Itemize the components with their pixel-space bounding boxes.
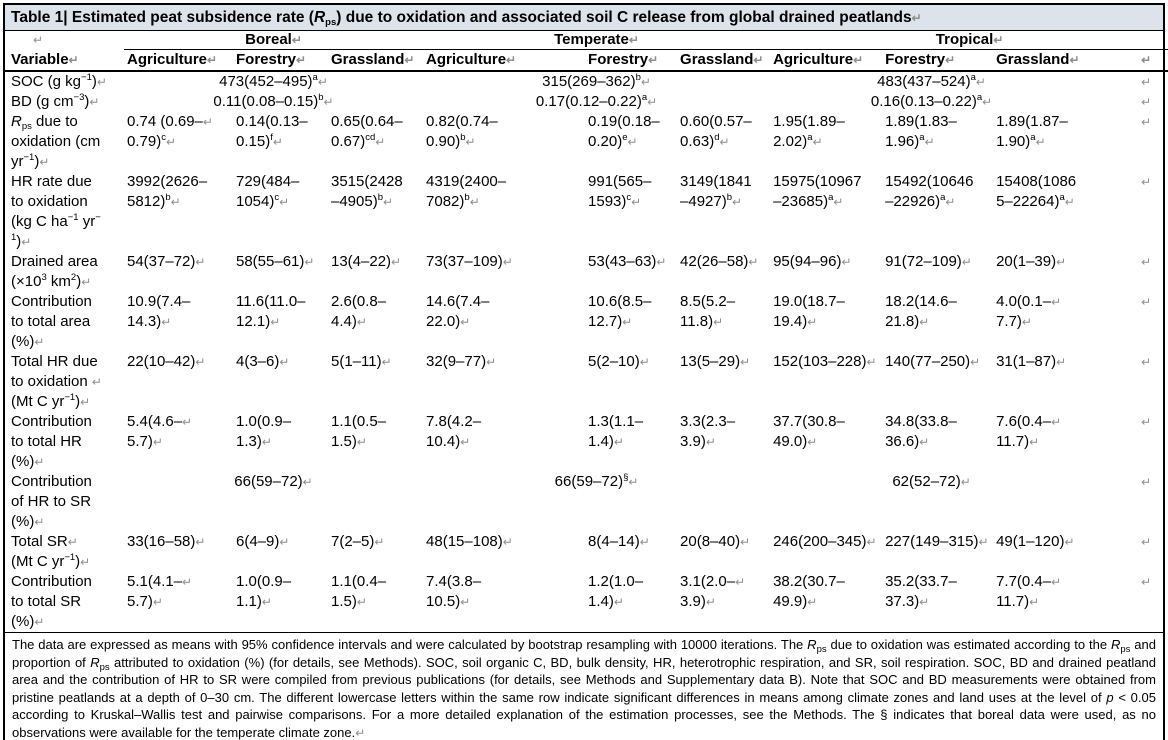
row-end-marker [1093, 292, 1168, 352]
column-header: Forestry↵ [585, 50, 677, 72]
value-cell: 8.5(5.2– 11.8)↵ [680, 293, 736, 330]
value-cell: 95(94–96)↵ [773, 253, 852, 270]
return-mark-icon: ↵ [152, 435, 163, 449]
return-mark-icon: ↵ [39, 155, 50, 169]
value-cell: 1.89(1.87– 1.90)$^a$↵ [996, 113, 1068, 150]
return-mark-icon: ↵ [21, 235, 32, 249]
value-cell: 4(3–6)↵ [236, 353, 290, 370]
return-mark-icon: ↵ [753, 53, 764, 67]
return-mark-icon: ↵ [919, 435, 930, 449]
column-header: Grassland↵ [993, 50, 1093, 72]
merged-value-cell: 66(59–72)↵ [234, 473, 313, 490]
return-mark-icon: ↵ [1141, 53, 1152, 67]
value-cell: 5(1–11)↵ [331, 353, 392, 370]
return-mark-icon: ↵ [80, 555, 91, 569]
return-mark-icon: ↵ [1064, 535, 1075, 549]
table-frame [3, 3, 1165, 740]
table-row-total-sr [5, 532, 1168, 572]
table-row-bd [5, 92, 1168, 112]
table-title: Table 1| Estimated peat subsidence rate $(R_{ps})$ due to oxidation and associated soil C release from global drained peatlands↵ [5, 5, 1163, 31]
return-mark-icon: ↵ [279, 195, 290, 209]
value-cell: 38.2(30.7– 49.9)↵ [773, 573, 845, 610]
return-mark-icon: ↵ [1141, 575, 1152, 589]
column-header: Forestry↵ [882, 50, 993, 72]
return-mark-icon: ↵ [34, 515, 45, 529]
row-end-marker [1093, 92, 1168, 112]
return-mark-icon: ↵ [807, 595, 818, 609]
return-mark-icon: ↵ [355, 725, 366, 740]
value-cell: 19.0(18.7– 19.4)↵ [773, 293, 845, 330]
row-end-marker [1093, 50, 1168, 72]
value-cell: 140(77–250)↵ [885, 353, 981, 370]
value-cell: 152(103–228)↵ [773, 353, 877, 370]
value-cell: 18.2(14.6– 21.8)↵ [885, 293, 957, 330]
return-mark-icon: ↵ [1141, 475, 1152, 489]
return-mark-icon: ↵ [261, 595, 272, 609]
return-mark-icon: ↵ [170, 195, 181, 209]
value-cell: 53(43–63)↵ [588, 253, 667, 270]
return-mark-icon: ↵ [317, 75, 328, 89]
return-mark-icon: ↵ [866, 535, 877, 549]
return-mark-icon: ↵ [272, 135, 283, 149]
return-mark-icon: ↵ [68, 52, 79, 67]
value-cell: 31(1–87)↵ [996, 353, 1067, 370]
return-mark-icon: ↵ [1141, 535, 1152, 549]
value-cell: 3.1(2.0–↵ 3.9)↵ [680, 573, 746, 610]
merged-value-cell: $483(437-524)^a↵$ [877, 72, 986, 90]
value-cell: 5.4(4.6–↵ 5.7)↵ [127, 413, 193, 450]
return-mark-icon: ↵ [34, 615, 45, 629]
table-row-rps-due-to-oxidation [5, 112, 1168, 172]
return-mark-icon: ↵ [945, 53, 956, 67]
value-cell: 49(1–120)↵ [996, 533, 1075, 550]
return-mark-icon: ↵ [502, 535, 513, 549]
return-mark-icon: ↵ [735, 575, 746, 589]
value-cell: 22(10–42)↵ [127, 353, 206, 370]
value-cell: 73(37–109)↵ [426, 253, 513, 270]
value-cell: 7(2–5)↵ [331, 533, 385, 550]
value-cell: 1.95(1.89– 2.02)$^a$↵ [773, 113, 845, 150]
return-mark-icon: ↵ [304, 255, 315, 269]
table-row-contribution-to-total-area [5, 292, 1168, 352]
return-mark-icon: ↵ [67, 535, 78, 549]
value-cell: 10.6(8.5– 12.7)↵ [588, 293, 652, 330]
return-mark-icon: ↵ [924, 135, 935, 149]
return-mark-icon: ↵ [381, 355, 392, 369]
return-mark-icon: ↵ [812, 135, 823, 149]
return-mark-icon: ↵ [1141, 295, 1152, 309]
return-mark-icon: ↵ [356, 435, 367, 449]
row-end-marker [1093, 352, 1168, 412]
return-mark-icon: ↵ [506, 53, 517, 67]
table-row-contribution-to-total-hr [5, 412, 1168, 472]
return-mark-icon: ↵ [740, 535, 751, 549]
column-header: Agriculture↵ [423, 50, 585, 72]
row-end-marker [1093, 172, 1168, 252]
table-footnote: The data are expressed as means with 95% confidence intervals and were calculated by bootstrap resampling with 10000 iterations. The $R_{ps}$ due to oxidation was estimated according to the $R_{ps}$ and proportion of $R_{ps}$ attributed to oxidation (%) (for details, see Methods). SOC, soil organic C, BD, bulk density, HR, heterotrophic respiration, and SR, soil respiration. SOC, BD and drained peatland area and the contribution of HR to SR were compiled from previous publications (for details, see Methods and Supplementary data B). Note that SOC and BD measurements were obtained from pristine peatlands at a depth of 0–30 cm. The different lowercase letters within the same row indicate significant differences in means among climate zones and land uses at the level of p < 0.05 according to Kruskal–Wallis test and pairwise comparisons. For a more detailed explanation of the estimation processes, see the Methods. The § indicates that boreal data were used, as no observations were available for the temperate climate zone.↵ [5, 632, 1163, 740]
row-label: $R_{ps}$ due to oxidation (cm $yr^{-1})↵$ [11, 113, 101, 170]
return-mark-icon: ↵ [91, 375, 102, 389]
value-cell: 246(200–345)↵ [773, 533, 877, 550]
return-mark-icon: ↵ [639, 355, 650, 369]
row-label: Total SR↵ (Mt C $yr^{-1})↵$ [11, 533, 91, 570]
value-cell: 1.1(0.5– 1.5)↵ [331, 413, 387, 450]
row-label: SOC (g $kg^{-1})↵$ [11, 72, 107, 90]
value-cell: 54(37–72)↵ [127, 253, 206, 270]
return-mark-icon: ↵ [1069, 53, 1080, 67]
return-mark-icon: ↵ [374, 535, 385, 549]
value-cell: 13(4–22)↵ [331, 253, 402, 270]
value-cell: 35.2(33.7– 37.3)↵ [885, 573, 957, 610]
value-cell: 3992(2626– 5812)$^b$↵ [127, 173, 208, 210]
return-mark-icon: ↵ [807, 435, 818, 449]
return-mark-icon: ↵ [195, 255, 206, 269]
return-mark-icon: ↵ [945, 195, 956, 209]
value-cell: 227(149–315)↵ [885, 533, 989, 550]
return-mark-icon: ↵ [1029, 435, 1040, 449]
return-mark-icon: ↵ [1051, 575, 1062, 589]
return-mark-icon: ↵ [613, 435, 624, 449]
value-cell: 1.3(1.1– 1.4)↵ [588, 413, 644, 450]
return-mark-icon: ↵ [841, 255, 852, 269]
value-cell: 42(26–58)↵ [680, 253, 759, 270]
peat-subsidence-table [5, 31, 1168, 632]
value-cell: 48(15–108)↵ [426, 533, 513, 550]
value-cell: 4.0(0.1–↵ 7.7)↵ [996, 293, 1062, 330]
value-cell: 15975(10967 –23685)$^a$↵ [773, 173, 862, 210]
value-cell: 33(16–58)↵ [127, 533, 206, 550]
value-cell: 11.6(11.0– 12.1)↵ [236, 293, 306, 330]
return-mark-icon: ↵ [33, 33, 44, 47]
row-label: Contribution to total SR (%)↵ [11, 573, 92, 630]
return-mark-icon: ↵ [919, 315, 930, 329]
value-cell: 0.60(0.57– 0.63)$^d$↵ [680, 113, 752, 150]
return-mark-icon: ↵ [460, 595, 471, 609]
return-mark-icon: ↵ [713, 315, 724, 329]
return-mark-icon: ↵ [1056, 255, 1067, 269]
return-mark-icon: ↵ [628, 475, 639, 489]
return-mark-icon: ↵ [375, 135, 386, 149]
column-header: Forestry↵ [233, 50, 328, 72]
row-end-marker [1093, 71, 1168, 92]
return-mark-icon: ↵ [656, 255, 667, 269]
return-mark-icon: ↵ [460, 435, 471, 449]
return-mark-icon: ↵ [1064, 195, 1075, 209]
table-row-hr-rate-due-to-oxidation [5, 172, 1168, 252]
column-header: Grassland↵ [677, 50, 770, 72]
return-mark-icon: ↵ [404, 53, 415, 67]
return-mark-icon: ↵ [89, 95, 100, 109]
return-mark-icon: ↵ [705, 435, 716, 449]
return-mark-icon: ↵ [182, 415, 193, 429]
return-mark-icon: ↵ [1141, 75, 1152, 89]
return-mark-icon: ↵ [640, 75, 651, 89]
return-mark-icon: ↵ [1141, 255, 1152, 269]
return-mark-icon: ↵ [866, 355, 877, 369]
return-mark-icon: ↵ [978, 535, 989, 549]
return-mark-icon: ↵ [1051, 415, 1062, 429]
value-cell: 58(55–61)↵ [236, 253, 315, 270]
return-mark-icon: ↵ [182, 575, 193, 589]
corner-cell [5, 31, 124, 50]
column-header: Grassland↵ [328, 50, 423, 72]
return-mark-icon: ↵ [911, 11, 922, 25]
return-mark-icon: ↵ [732, 195, 743, 209]
zone-header-row [5, 31, 1168, 50]
return-mark-icon: ↵ [165, 135, 177, 149]
value-cell: 8(4–14)↵ [588, 533, 650, 550]
return-mark-icon: ↵ [622, 315, 633, 329]
row-end-marker [1093, 532, 1168, 572]
value-cell: 15408(1086 5–22264)$^a$↵ [996, 173, 1077, 210]
return-mark-icon: ↵ [1141, 175, 1152, 189]
value-cell: 1.1(0.4– 1.5)↵ [331, 573, 387, 610]
return-mark-icon: ↵ [486, 355, 497, 369]
return-mark-icon: ↵ [1021, 315, 1032, 329]
return-mark-icon: ↵ [719, 135, 730, 149]
return-mark-icon: ↵ [96, 75, 107, 89]
return-mark-icon: ↵ [356, 595, 367, 609]
table-row-contribution-to-total-sr [5, 572, 1168, 632]
merged-value-cell: $315(269-362)^b↵$ [542, 72, 651, 90]
return-mark-icon: ↵ [993, 33, 1004, 47]
return-mark-icon: ↵ [648, 53, 659, 67]
value-cell: 0.65(0.64– 0.67)$^{cd}$↵ [331, 113, 403, 150]
return-mark-icon: ↵ [161, 315, 172, 329]
zone-header-boreal: Boreal↵ [124, 31, 423, 50]
merged-value-cell: $0.17(0.12-0.22)^a↵$ [535, 92, 658, 110]
return-mark-icon: ↵ [853, 53, 864, 67]
return-mark-icon: ↵ [975, 75, 986, 89]
return-mark-icon: ↵ [1141, 95, 1152, 109]
value-cell: 1.0(0.9– 1.3)↵ [236, 413, 292, 450]
value-cell: 2.6(0.8– 4.4)↵ [331, 293, 387, 330]
return-mark-icon: ↵ [1035, 135, 1046, 149]
return-mark-icon: ↵ [628, 33, 639, 47]
value-cell: 0.14(0.13– 0.15)$^f$↵ [236, 113, 308, 150]
value-cell: 1.89(1.83– 1.96)$^a$↵ [885, 113, 957, 150]
value-cell: 7.8(4.2– 10.4)↵ [426, 413, 482, 450]
merged-value-cell: 62(52–72)↵ [892, 473, 971, 490]
row-label: HR rate due to oxidation (kg C $ha^{-1}$ yr− $^1$)↵ [11, 173, 101, 250]
zone-header-tropical: Tropical↵ [770, 31, 1168, 50]
return-mark-icon: ↵ [1141, 355, 1152, 369]
variable-header: Variable↵ [5, 50, 124, 72]
value-cell: 991(565– 1593)$^c$↵ [588, 173, 652, 210]
return-mark-icon: ↵ [270, 315, 281, 329]
return-mark-icon: ↵ [647, 95, 658, 109]
return-mark-icon: ↵ [195, 355, 206, 369]
merged-value-cell: 66(59–72)§↵ [554, 472, 639, 490]
return-mark-icon: ↵ [639, 535, 650, 549]
return-mark-icon: ↵ [1141, 115, 1152, 129]
table-row-soc [5, 71, 1168, 92]
return-mark-icon: ↵ [919, 595, 930, 609]
zone-header-temperate: Temperate↵ [423, 31, 770, 50]
return-mark-icon: ↵ [152, 595, 163, 609]
value-cell: 3.3(2.3– 3.9)↵ [680, 413, 736, 450]
value-cell: 20(8–40)↵ [680, 533, 751, 550]
value-cell: 1.0(0.9– 1.1)↵ [236, 573, 292, 610]
return-mark-icon: ↵ [296, 53, 307, 67]
merged-value-cell: $0.11(0.08-0.15)^b↵$ [213, 92, 334, 110]
value-cell: 7.7(0.4–↵ 11.7)↵ [996, 573, 1062, 610]
return-mark-icon: ↵ [740, 355, 751, 369]
return-mark-icon: ↵ [1141, 415, 1152, 429]
value-cell: 5.1(4.1–↵ 5.7)↵ [127, 573, 193, 610]
return-mark-icon: ↵ [356, 315, 367, 329]
table-row-total-hr-due-to-oxidation [5, 352, 1168, 412]
return-mark-icon: ↵ [383, 195, 394, 209]
return-mark-icon: ↵ [631, 195, 642, 209]
column-header-row [5, 50, 1168, 72]
row-label: BD (g $cm^{-3})↵$ [11, 92, 100, 110]
table-row-contribution-of-hr-to-sr [5, 472, 1168, 532]
return-mark-icon: ↵ [627, 135, 638, 149]
return-mark-icon: ↵ [807, 315, 818, 329]
return-mark-icon: ↵ [207, 53, 218, 67]
value-cell: 91(72–109)↵ [885, 253, 972, 270]
value-cell: 32(9–77)↵ [426, 353, 497, 370]
value-cell: 3149(1841 –4927)$^b$↵ [680, 173, 752, 210]
merged-value-cell: $0.16(0.13-0.22)^a↵$ [870, 92, 993, 110]
value-cell: 10.9(7.4– 14.3)↵ [127, 293, 191, 330]
row-end-marker [1093, 472, 1168, 532]
return-mark-icon: ↵ [748, 255, 759, 269]
return-mark-icon: ↵ [34, 335, 45, 349]
value-cell: 3515(2428 –4905)$^b$↵ [331, 173, 403, 210]
value-cell: 6(4–9)↵ [236, 533, 290, 550]
return-mark-icon: ↵ [391, 255, 402, 269]
return-mark-icon: ↵ [302, 475, 313, 489]
row-end-marker [1093, 412, 1168, 472]
value-cell: 20(1–39)↵ [996, 253, 1067, 270]
row-label: Contribution of HR to SR (%)↵ [11, 473, 92, 530]
value-cell: 0.82(0.74– 0.90)$^b$↵ [426, 113, 498, 150]
value-cell: 37.7(30.8– 49.0)↵ [773, 413, 845, 450]
column-header: Agriculture↵ [770, 50, 882, 72]
row-label: Contribution to total area (%)↵ [11, 293, 92, 350]
return-mark-icon: ↵ [261, 435, 272, 449]
return-mark-icon: ↵ [961, 255, 972, 269]
value-cell: 7.4(3.8– 10.5)↵ [426, 573, 482, 610]
return-mark-icon: ↵ [279, 355, 290, 369]
return-mark-icon: ↵ [833, 195, 844, 209]
value-cell: 7.6(0.4–↵ 11.7)↵ [996, 413, 1062, 450]
return-mark-icon: ↵ [460, 315, 471, 329]
merged-value-cell: $473(452-495)^a↵$ [219, 72, 328, 90]
return-mark-icon: ↵ [502, 255, 513, 269]
return-mark-icon: ↵ [279, 535, 290, 549]
value-cell: 0.74 (0.69–↵ 0.79)$^c$↵ [127, 113, 213, 150]
value-cell: 0.19(0.18– 0.20)$^e$↵ [588, 113, 660, 150]
return-mark-icon: ↵ [81, 275, 92, 289]
value-cell: 1.2(1.0– 1.4)↵ [588, 573, 644, 610]
row-label: Total HR due to oxidation ↵ (Mt C $yr^{-1})↵$ [11, 353, 102, 410]
row-label: Drained area ($\times 10^3$ $km^2)↵$ [11, 253, 98, 290]
value-cell: 34.8(33.8– 36.6)↵ [885, 413, 957, 450]
return-mark-icon: ↵ [323, 95, 334, 109]
return-mark-icon: ↵ [970, 355, 981, 369]
value-cell: 15492(10646 –22926)$^a$↵ [885, 173, 974, 210]
column-header: Agriculture↵ [124, 50, 233, 72]
row-end-marker [1093, 252, 1168, 292]
return-mark-icon: ↵ [202, 115, 213, 129]
return-mark-icon: ↵ [982, 95, 993, 109]
return-mark-icon: ↵ [80, 395, 91, 409]
row-end-marker [1093, 112, 1168, 172]
value-cell: 14.6(7.4– 22.0)↵ [426, 293, 490, 330]
row-label: Contribution to total HR (%)↵ [11, 413, 92, 470]
return-mark-icon: ↵ [1029, 595, 1040, 609]
table-row-drained-area [5, 252, 1168, 292]
row-end-marker [1093, 572, 1168, 632]
return-mark-icon: ↵ [1051, 295, 1062, 309]
value-cell: 4319(2400– 7082)$^b$↵ [426, 173, 507, 210]
value-cell: 5(2–10)↵ [588, 353, 650, 370]
return-mark-icon: ↵ [34, 455, 45, 469]
return-mark-icon: ↵ [1056, 355, 1067, 369]
return-mark-icon: ↵ [291, 33, 302, 47]
return-mark-icon: ↵ [195, 535, 206, 549]
return-mark-icon: ↵ [613, 595, 624, 609]
value-cell: 13(5–29)↵ [680, 353, 751, 370]
return-mark-icon: ↵ [705, 595, 716, 609]
return-mark-icon: ↵ [465, 135, 476, 149]
value-cell: 729(484– 1054)$^c$↵ [236, 173, 300, 210]
return-mark-icon: ↵ [469, 195, 480, 209]
return-mark-icon: ↵ [960, 475, 971, 489]
